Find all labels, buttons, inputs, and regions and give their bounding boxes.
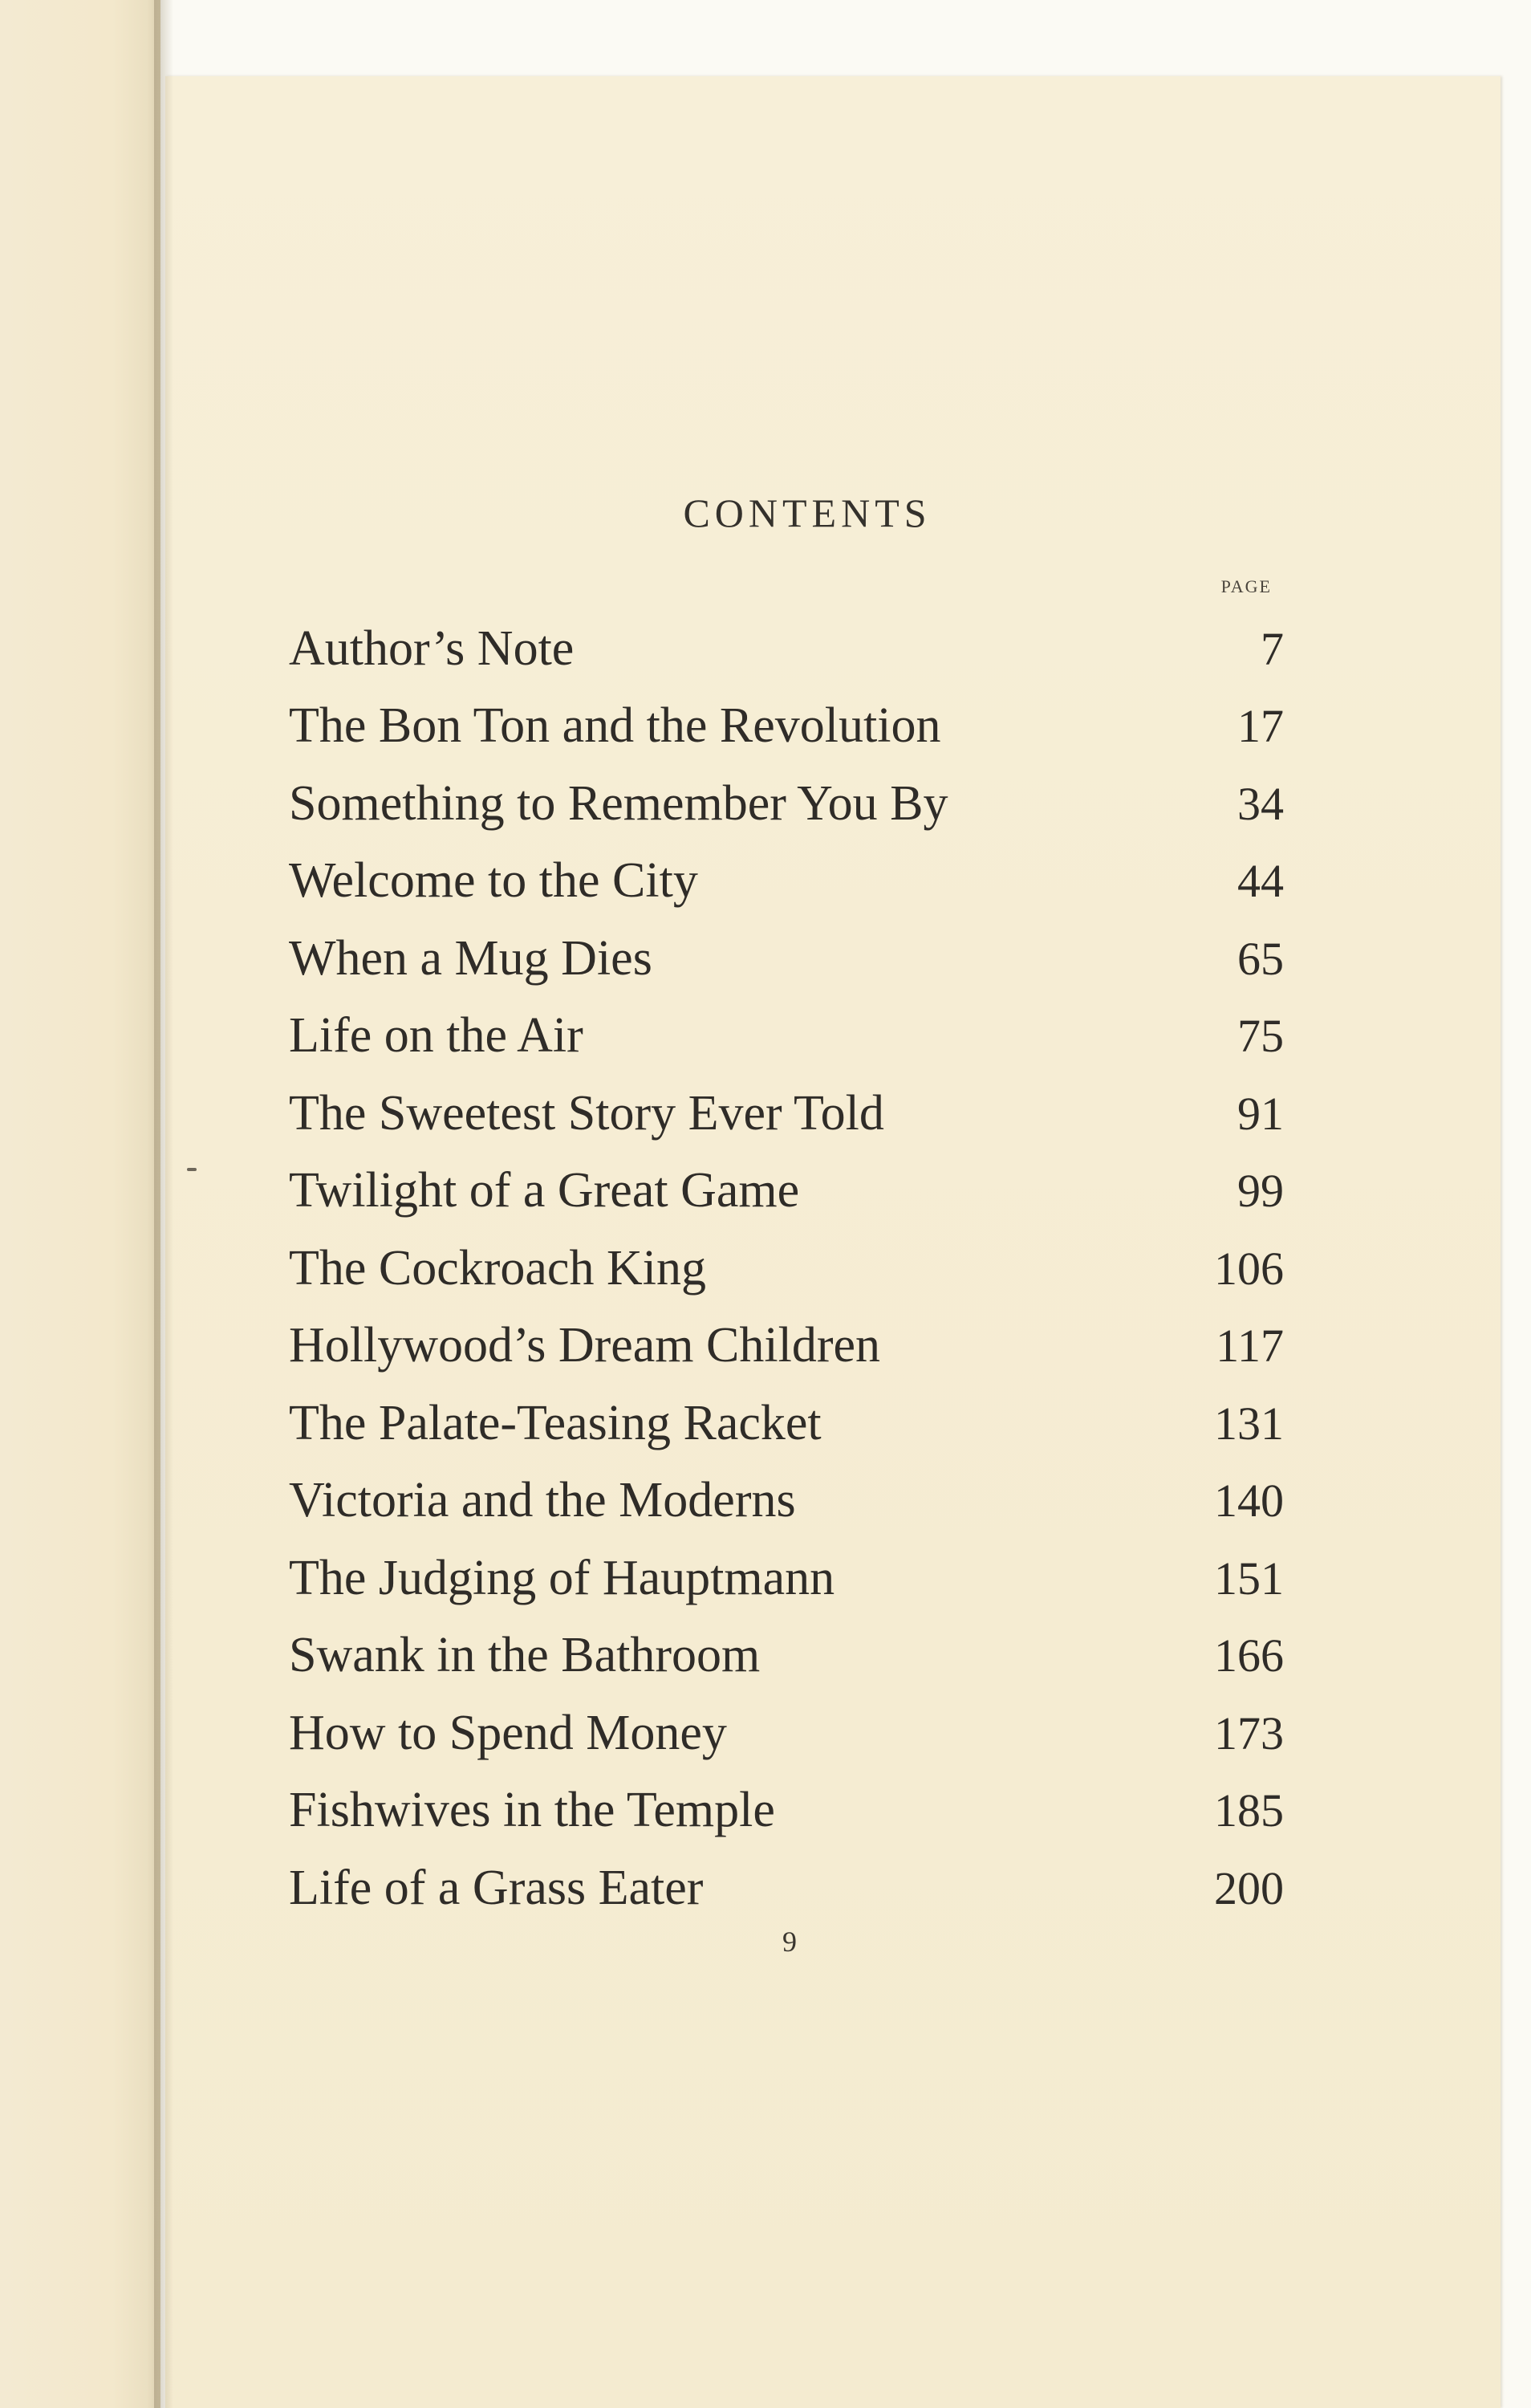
toc-entry [289,1694,1284,1772]
toc-entry [289,998,1284,1076]
toc-entry-page: 140 [1214,1474,1284,1527]
toc-entry-page: 106 [1214,1242,1284,1295]
page-column-label: PAGE [1220,576,1272,596]
toc-entry-title: Victoria and the Moderns [289,1473,796,1528]
toc-entry-page: 91 [1237,1087,1284,1140]
toc-entry-page: 151 [1214,1552,1284,1605]
toc-entry-page: 65 [1237,932,1284,985]
toc-entry-title: The Palate-Teasing Racket [289,1395,822,1450]
toc-entry-title: Author’s Note [289,620,575,676]
toc-entry [289,1308,1284,1385]
toc-entry-page: 185 [1214,1784,1284,1837]
toc-entry [289,1462,1284,1540]
toc-entry-page: 44 [1237,855,1284,908]
toc-entry-title: Life on the Air [289,1008,583,1064]
toc-entry-title: Hollywood’s Dream Children [289,1318,881,1373]
toc-entry [289,688,1284,766]
toc-entry-title: Fishwives in the Temple [289,1783,775,1838]
toc-entry [289,610,1284,688]
toc-entry-page: 166 [1214,1629,1284,1682]
toc-entry-title: The Bon Ton and the Revolution [289,698,941,754]
toc-entry-title: Life of a Grass Eater [289,1860,704,1915]
toc-entry-title: How to Spend Money [289,1705,727,1760]
toc-entry [289,1385,1284,1462]
toc-entry-page: 7 [1261,622,1284,675]
toc-entry-title: Swank in the Bathroom [289,1628,761,1683]
toc-entry-page: 173 [1214,1706,1284,1759]
toc-entry-page: 200 [1214,1861,1284,1914]
left-page-edge [0,0,160,2408]
page-number: 9 [782,1926,797,1958]
toc-entry-title: The Cockroach King [289,1240,706,1296]
contents-heading: CONTENTS [683,490,932,535]
toc-entry-title: Twilight of a Great Game [289,1163,800,1218]
toc-entry-page: 34 [1237,777,1284,830]
toc-entry-page: 75 [1237,1010,1284,1063]
toc-entry [289,1153,1284,1230]
toc-entry-title: The Judging of Hauptmann [289,1550,835,1605]
toc-entry [289,1849,1284,1927]
toc-entry-page: 17 [1237,700,1284,753]
paper-speck [187,1168,197,1171]
toc-entry-title: Welcome to the City [289,853,698,909]
toc-entry-page: 117 [1216,1320,1284,1373]
toc-entry [289,1772,1284,1850]
toc-entry-page: 99 [1237,1165,1284,1218]
toc-entry-title: The Sweetest Story Ever Told [289,1085,884,1141]
table-of-contents [289,610,1284,1927]
toc-entry-title: When a Mug Dies [289,930,652,986]
toc-entry [289,1230,1284,1308]
toc-entry-page: 131 [1214,1397,1284,1450]
toc-entry-title: Something to Remember You By [289,775,948,831]
toc-entry [289,1075,1284,1153]
toc-entry [289,1540,1284,1617]
toc-entry [289,1617,1284,1695]
toc-entry [289,920,1284,998]
toc-entry [289,843,1284,921]
gutter-shadow [154,0,173,2408]
toc-entry [289,765,1284,843]
